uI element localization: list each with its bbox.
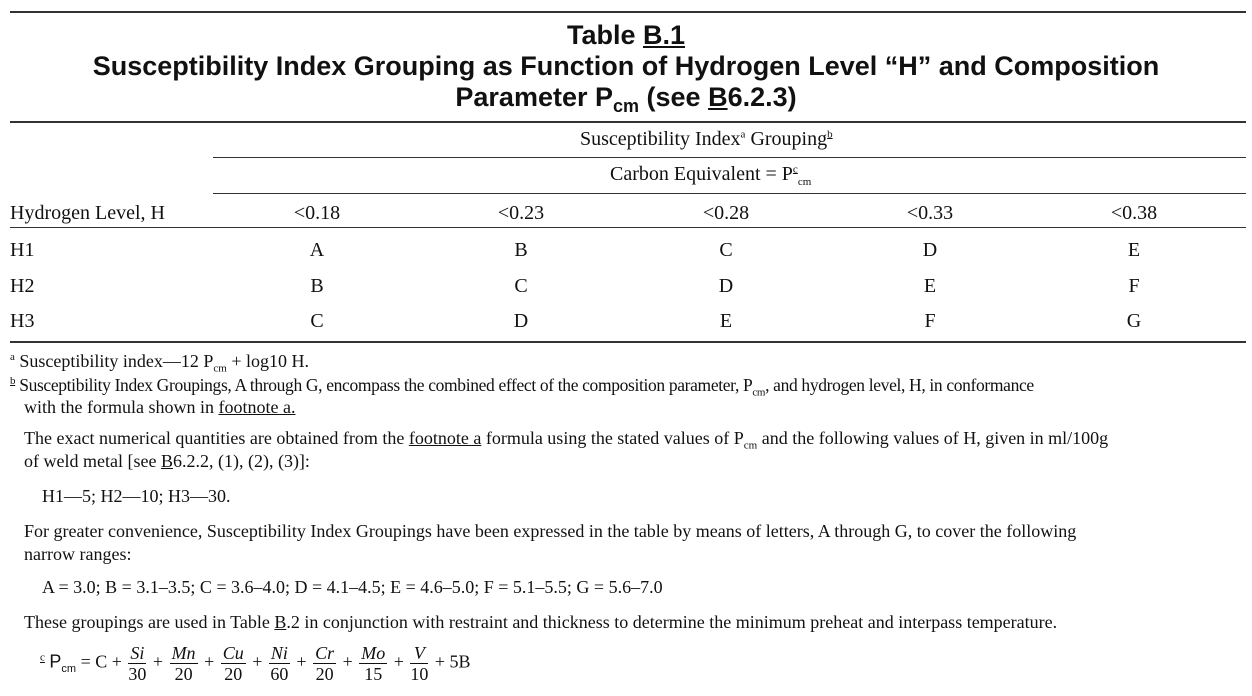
column-header-rule: [10, 227, 1246, 228]
formula-term: $\frac{Mo}{15}$: [361, 643, 386, 684]
exact-quantities-paragraph: The exact numerical quantities are obtained from the footnote a formula using the stated values of $P_{cm}$ and the following values of H, given in ml/100g: [24, 428, 1109, 452]
section-ref-link[interactable]: B: [160, 451, 173, 471]
table-cell: E: [1127, 239, 1141, 261]
exact-quantities-line-2: of weld metal [see B6.2.2, (1), (2), (3)]:: [24, 451, 310, 471]
table-cell: B: [310, 275, 324, 297]
table-title: [0, 20, 1252, 116]
groupings-usage-paragraph: These groupings are used in Table B.2 in conjunction with restraint and thickness to determine the minimum preheat and interpass temperature.: [24, 612, 1058, 632]
table-cell: G: [1126, 310, 1142, 332]
table-cell: B: [514, 239, 528, 261]
group-header-rule: [213, 157, 1246, 158]
title-line-2: Susceptibility Index Grouping as Function of Hydrogen Level “H” and Composition: [92, 51, 1160, 81]
column-header: <0.23: [497, 202, 545, 224]
table-ref-link[interactable]: B.1: [643, 20, 686, 50]
group-header: Susceptibility Index$^a$ Grouping$^b$: [580, 128, 833, 150]
grouping-ranges: A = 3.0; B = 3.1–3.5; C = 3.6–4.0; D = 4.1–4.5; E = 4.6–5.0; F = 5.1–5.5; G = 5.6–7.0: [42, 577, 663, 597]
formula-term: $\frac{V}{10}$: [410, 643, 429, 684]
formula-term: $\frac{Cr}{20}$: [315, 643, 335, 684]
title-line-3: Parameter $P_{cm}$ (see B6.2.3): [455, 82, 797, 116]
table-cell: A: [309, 239, 325, 261]
top-rule: [10, 11, 1246, 13]
formula-term: $\frac{Cu}{20}$: [222, 643, 244, 684]
row-label: H1: [10, 239, 35, 261]
table-cell: C: [514, 275, 528, 297]
pcm-formula: $^c$ $P_{cm} = C$ + $\frac{Si}{30}$ + $\frac{Mn}{20}$ + $\frac{Cu}{20}$ + $\frac{Ni}{60}$ + $\frac{Cr}{20}$ + $\frac{Mo}{15}$ + $\frac{V}{10}$ + 5B: [40, 643, 471, 684]
footnote-a: $^a$ Susceptibility index—12 $P_{cm} + \log 10$ H.: [10, 351, 310, 375]
title-bottom-rule: [10, 121, 1246, 123]
table-cell: C: [719, 239, 733, 261]
table-cell: C: [310, 310, 324, 332]
column-header: <0.33: [906, 202, 954, 224]
table-cell: E: [719, 310, 733, 332]
footnote-a-link[interactable]: footnote a: [408, 428, 482, 448]
hydrogen-level-header: Hydrogen Level, H: [10, 202, 165, 224]
table-ref-link[interactable]: B: [274, 612, 287, 632]
footnote-a-link[interactable]: footnote a.: [218, 397, 296, 417]
table-cell: F: [924, 310, 936, 332]
table-cell: E: [923, 275, 937, 297]
row-label: H3: [10, 310, 35, 332]
column-header: <0.28: [702, 202, 750, 224]
formula-term: $\frac{Ni}{60}$: [270, 643, 289, 684]
formula-term: $\frac{Mn}{20}$: [171, 643, 196, 684]
table-cell: D: [718, 275, 734, 297]
table-bottom-rule: [10, 341, 1246, 343]
footnote-b: $^b$ Susceptibility Index Groupings, A through G, encompass the combined effect of the composition parameter, $P_{cm}$, and hydrogen level, H, in conformance: [10, 375, 1034, 399]
footnote-b-line-2: with the formula shown in footnote a.: [24, 397, 296, 417]
formula-term: $\frac{Si}{30}$: [128, 643, 147, 684]
convenience-paragraph: For greater convenience, Susceptibility Index Groupings have been expressed in the table by means of letters, A through G, to cover the following: [24, 521, 1077, 541]
title-line-1: Table B.1: [566, 20, 686, 50]
row-label: H2: [10, 275, 35, 297]
ce-header-rule: [213, 193, 1246, 194]
table-cell: F: [1128, 275, 1140, 297]
table-cell: D: [513, 310, 529, 332]
column-header: <0.18: [293, 202, 341, 224]
column-header: <0.38: [1110, 202, 1158, 224]
table-cell: D: [922, 239, 938, 261]
carbon-equivalent-header: Carbon Equivalent = $P^c_{cm}$: [610, 163, 812, 188]
section-ref-link[interactable]: B: [708, 82, 728, 112]
hydrogen-values: H1—5; H2—10; H3—30.: [42, 486, 231, 506]
convenience-paragraph-line-2: narrow ranges:: [24, 544, 132, 564]
